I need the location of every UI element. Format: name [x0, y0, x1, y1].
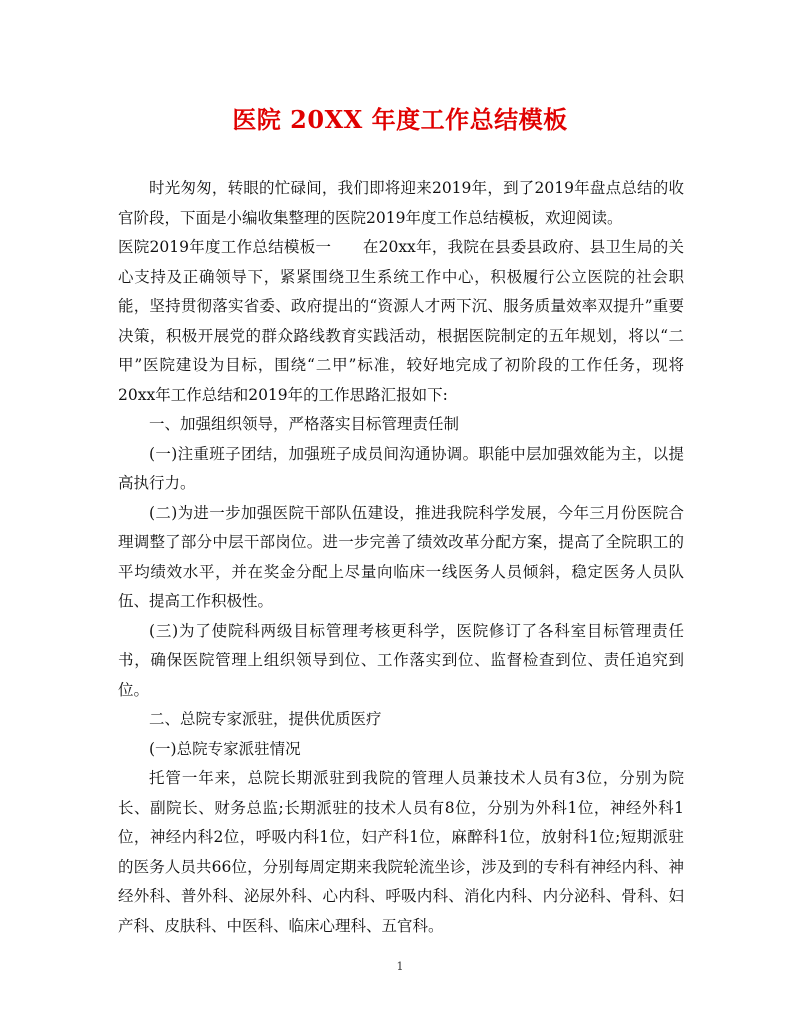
subsection-heading: (一)总院专家派驻情况: [149, 739, 301, 758]
section-heading: 二、总院专家派驻，提供优质医疗: [149, 710, 382, 728]
page-number: 1: [396, 960, 404, 973]
document-title: 医院 20XX 年度工作总结模板: [232, 105, 568, 134]
body-paragraph: (三)为了使院科两级目标管理考核更科学，医院修订了各科室目标管理责任书，确保医院管理上组织领导到位、工作落实到位、监督检查到位、责任追究到位。: [118, 621, 684, 699]
body-paragraph: 医院2019年度工作总结模板一 在20xx年，我院在县委县政府、县卫生局的关心支持及正确领导下，紧紧围绕卫生系统工作中心，积极履行公立医院的社会职能，坚持贯彻落实省委、政府提出的“资源人才两下沉、服务质量效率双提升”重要决策，积极开展党的群众路线教育实践活动，根据医院制定的五年规划，将以“二甲”医院建设为目标，围绕“二甲”标准，较好地完成了初阶段的工作任务，现将20xx年工作总结和2019年的工作思路汇报如下:: [118, 238, 684, 404]
body-paragraph: (二)为进一步加强医院干部队伍建设，推进我院科学发展，今年三月份医院合理调整了部分中层干部岗位。进一步完善了绩效改革分配方案，提高了全院职工的平均绩效水平，并在奖金分配上尽量向临床一线医务人员倾斜，稳定医务人员队伍、提高工作积极性。: [118, 503, 684, 610]
section-heading: 一、加强组织领导，严格落实目标管理责任制: [149, 415, 460, 433]
intro-paragraph: 时光匆匆，转眼的忙碌间，我们即将迎来2019年，到了2019年盘点总结的收官阶段，下面是小编收集整理的医院2019年度工作总结模板，欢迎阅读。: [118, 179, 684, 227]
body-paragraph: 托管一年来，总院长期派驻到我院的管理人员兼技术人员有3位，分别为院长、副院长、财务总监;长期派驻的技术人员有8位，分别为外科1位，神经外科1位，神经内科2位，呼吸内科1位，妇产科1位，麻醉科1位，放射科1位;短期派驻的医务人员共66位，分别每周定期来我院轮流坐诊，涉及到的专科有神经内科、神经外科、普外科、泌尿外科、心内科、呼吸内科、消化内科、内分泌科、骨科、妇产科、皮肤科、中医科、临床心理科、五官科。: [118, 769, 684, 935]
document-body: [118, 174, 684, 941]
body-paragraph: (一)注重班子团结，加强班子成员间沟通协调。职能中层加强效能为主，以提高执行力。: [118, 444, 684, 492]
